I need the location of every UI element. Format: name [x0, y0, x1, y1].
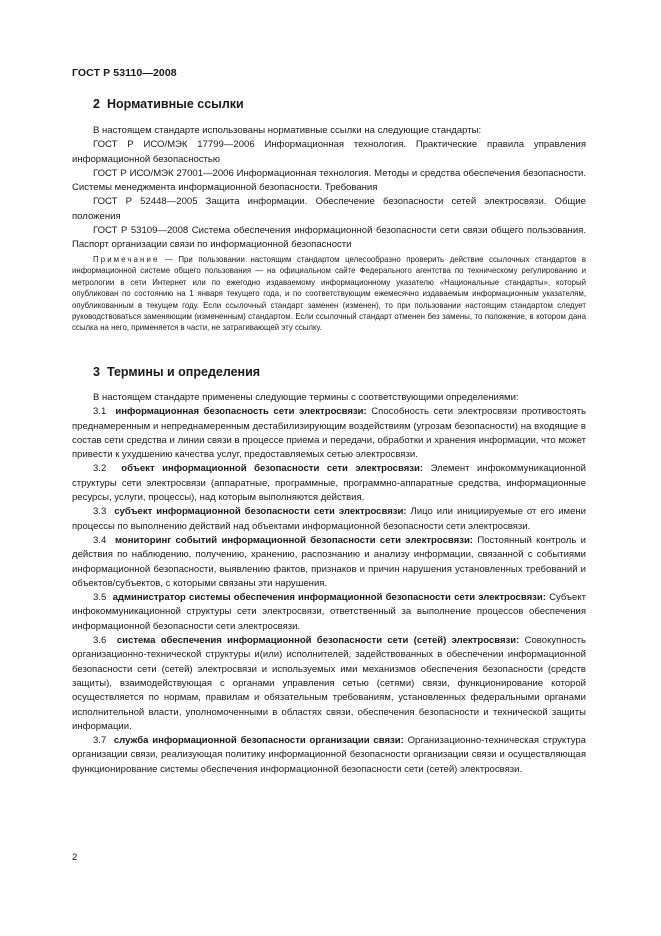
term-number: 3.6 — [93, 635, 107, 647]
term-entry — [72, 405, 586, 462]
term-number: 3.1 — [93, 406, 107, 418]
paragraph: В настоящем стандарте использованы нормативные ссылки на следующие стандарты: — [93, 125, 482, 136]
reference-item: ГОСТ Р ИСО/МЭК 17799—2006 Информационная технология. Практические правила управления информационной безопасностью — [72, 139, 586, 165]
section-2-number: 2 — [93, 97, 100, 111]
term-name: мониторинг событий информационной безопасности сети электросвязи: — [114, 534, 473, 546]
term-name: объект информационной безопасности сети электросвязи: — [121, 463, 424, 475]
term-number: 3.2 — [93, 463, 107, 475]
reference-item: ГОСТ Р ИСО/МЭК 27001—2006 Информационная технология. Методы и средства обеспечения безопасности. Системы менеджмента информационной безопасности. Требования — [72, 167, 586, 194]
section-2-body — [72, 124, 586, 253]
term-definition: Субъект инфокоммуникационной структуры сети электросвязи, ответственный за выполнение процессов обеспечения информационной безопасности сети электросвязи. — [72, 592, 586, 632]
note-text: — При пользовании настоящим стандартом целесообразно проверить действие ссылочных стандартов в информационной системе общего пользования — на официальном сайте Федерального агентства по техническому регулированию и метрологии в сети Интернет или по ежегодно издаваемому информационному указателю «Национальные стандарты», который опубликован по состоянию на 1 января текущего года, и по соответствующим ежемесячно издаваемым информационным указателям, опубликованным в текущем году. Если ссылочный стандарт заменен (изменен), то при пользовании настоящим стандартом следует руководствоваться заменяющим (измененным) стандартом. Если ссылочный стандарт отменен без замены, то положение, в котором дана ссылка на него, применяется в части, не затрагивающей эту ссылку. — [72, 255, 586, 333]
term-entry — [72, 534, 586, 591]
term-entry — [72, 591, 586, 634]
term-definition: Организационно-техническая структура организации связи, реализующая политику информационной безопасности организации связи и осуществляющая функционирование системы обеспечения информационной безопасности сети (сетей) электросвязи. — [72, 735, 586, 775]
standard-header: ГОСТ Р 53110—2008 — [72, 67, 177, 79]
note-label: Примечание — [93, 255, 160, 264]
term-name: служба информационной безопасности организации связи: — [113, 735, 404, 747]
reference-item: ГОСТ Р 53109—2008 Система обеспечения информационной безопасности сети связи общего пользования. Паспорт организации связи по информационной безопасности — [72, 225, 586, 251]
paragraph: В настоящем стандарте применены следующие термины с соответствующими определениями: — [93, 392, 519, 403]
term-definition: Лицо или инициируемые от его имени процессы по выполнению действий над объектами информационной безопасности сети электросвязи. — [72, 506, 586, 532]
section-2-heading — [93, 97, 244, 111]
term-definition: Постоянный контроль и действия по наблюдению, получению, хранению, распознанию и анализу информации, связанной с событиями информационной безопасности, выявлению фактов, признаков и причин нарушения установленных требований и объектов/субъектов, с которыми связаны эти нарушения. — [72, 534, 586, 589]
term-name: информационная безопасность сети электросвязи: — [115, 406, 367, 418]
term-entry — [72, 634, 586, 734]
section-3-number: 3 — [93, 365, 100, 379]
section-3-heading — [93, 365, 260, 379]
term-number: 3.3 — [93, 506, 107, 518]
term-definition: Совокупность организационно-технической структуры и(или) исполнителей, задействованных в обеспечении информационной безопасности сети (сетей) электросвязи и используемых ими механизмов обеспечения безопасности (средств защиты), взаимодействующая с органами управления сетью (сетями) связи, функционирование которой осуществляется по нормам, правилам и обязательным требованиям, установленных федеральными органами исполнительной власти, уполномоченными в областях связи, обеспечения безопасности и технической защиты информации. — [72, 635, 586, 732]
term-definition: Элемент инфокоммуникационной структуры сети электросвязи (аппаратные, программные, программно-аппаратные средства, информационные ресурсы, услуги, процессы), над которым выполняются действия. — [72, 463, 586, 504]
section-2-title: Нормативные ссылки — [106, 97, 244, 111]
reference-item: ГОСТ Р 52448—2005 Защита информации. Обеспечение безопасности сетей электросвязи. Общие положения — [72, 196, 586, 222]
term-name: система обеспечения информационной безопасности сети (сетей) электросвязи: — [116, 635, 520, 647]
note-block — [72, 254, 586, 334]
term-name: субъект информационной безопасности сети электросвязи: — [114, 506, 407, 518]
page-number: 2 — [72, 852, 78, 863]
term-entry — [72, 734, 586, 777]
term-name: администратор системы обеспечения информационной безопасности сети электросвязи: — [112, 592, 546, 604]
term-number: 3.5 — [93, 592, 107, 604]
term-entry — [72, 462, 586, 505]
section-3-title: Термины и определения — [106, 365, 261, 379]
section-3-body — [72, 391, 586, 777]
term-entry — [72, 505, 586, 534]
term-number: 3.7 — [93, 735, 107, 747]
term-definition: Способность сети электросвязи противостоять преднамеренным и непреднамеренным дестабилизирующим воздействиям (угрозам безопасности) на входящие в состав сети средства и линии связи в процессе приема и передачи, обработки и хранения информации, что может привести к ухудшению качества услуг, предоставляемых сетью электросвязи. — [72, 406, 586, 461]
term-number: 3.4 — [93, 534, 107, 546]
